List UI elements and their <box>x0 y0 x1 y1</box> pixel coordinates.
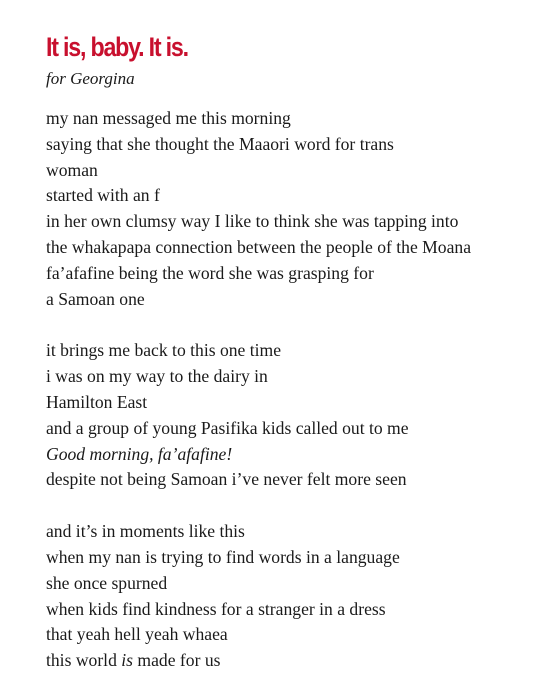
poem-line: when kids find kindness for a stranger in a dress <box>46 598 386 619</box>
poem-line-italic: Good morning, fa’afafine! <box>46 443 233 464</box>
poem-line: in her own clumsy way I like to think she was tapping into <box>46 211 459 232</box>
poem-line: fa’afafine being the word she was grasping for <box>46 262 374 283</box>
poem-line: a Samoan one <box>46 288 145 309</box>
poem-line: started with an f <box>46 185 160 206</box>
poem-line: woman <box>46 159 98 180</box>
poem-line: my nan messaged me this morning <box>46 108 291 128</box>
poem-body <box>46 106 557 674</box>
poem-dedication: for Georgina <box>46 69 135 88</box>
poem-line: saying that she thought the Maaori word for trans <box>46 133 394 154</box>
poem-line: Hamilton East <box>46 391 148 412</box>
stanza-2 <box>46 338 557 493</box>
stanza-3 <box>46 519 557 674</box>
poem-title: It is, baby. It is. <box>46 32 188 62</box>
poem-line-final <box>46 648 557 674</box>
poem-line: the whakapapa connection between the people of the Moana <box>46 236 472 257</box>
poem-line: that yeah hell yeah whaea <box>46 624 228 645</box>
final-line-start: this world <box>46 650 122 671</box>
final-line-emphasis: is <box>121 650 134 671</box>
stanza-1 <box>46 106 557 312</box>
poem-line: she once spurned <box>46 572 168 593</box>
final-line-end: made for us <box>133 650 221 671</box>
poem-line: when my nan is trying to find words in a language <box>46 546 400 567</box>
poem-line: and a group of young Pasifika kids called out to me <box>46 417 409 438</box>
poem-line: and it’s in moments like this <box>46 521 245 542</box>
poem-line: despite not being Samoan i’ve never felt more seen <box>46 469 407 490</box>
poem-line: i was on my way to the dairy in <box>46 366 268 387</box>
poem-line: it brings me back to this one time <box>46 340 282 361</box>
